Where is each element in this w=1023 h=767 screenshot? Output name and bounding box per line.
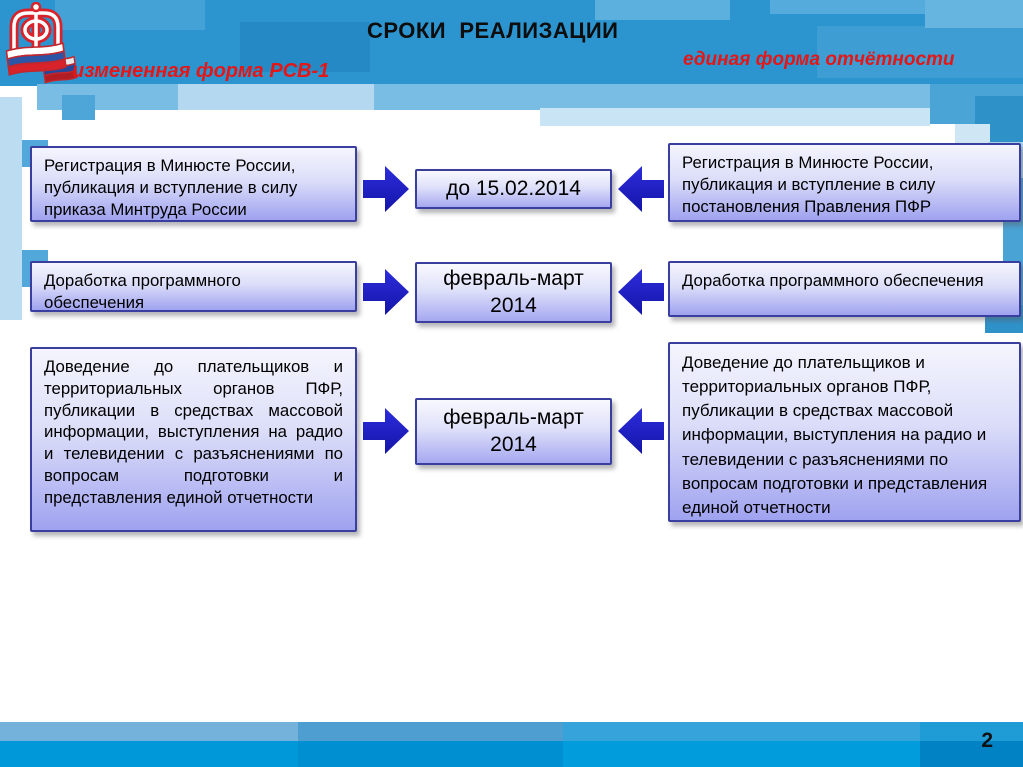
page-title: СРОКИ РЕАЛИЗАЦИИ bbox=[367, 18, 619, 43]
arrow-right-icon bbox=[363, 164, 409, 214]
footer-decor bbox=[298, 722, 563, 741]
arrow-left-icon bbox=[618, 164, 664, 214]
header-decor bbox=[925, 0, 1023, 28]
deadline-step1-box: до 15.02.2014 bbox=[415, 169, 612, 209]
unified-step1-box: Регистрация в Минюсте России, публикация и вступление в силу постановления Правления ПФР bbox=[668, 143, 1021, 222]
rsv1-step1-box: Регистрация в Минюсте России, публикация и вступление в силу приказа Минтруда России bbox=[30, 146, 357, 222]
left-column-label: измененная форма РСВ-1 bbox=[72, 60, 330, 82]
footer-decor bbox=[298, 741, 563, 767]
left-edge-decor bbox=[0, 97, 22, 320]
header-decor bbox=[178, 84, 374, 110]
header-decor bbox=[595, 0, 730, 20]
header-decor bbox=[540, 108, 930, 126]
rsv1-step2-box: Доработка программного обеспечения bbox=[30, 261, 357, 312]
footer-decor bbox=[563, 722, 920, 741]
footer-decor bbox=[0, 741, 298, 767]
page-number: 2 bbox=[981, 729, 993, 752]
footer-decor bbox=[920, 722, 1023, 741]
unified-step2-box: Доработка программного обеспечения bbox=[668, 261, 1021, 317]
footer-decor bbox=[563, 741, 920, 767]
arrow-right-icon bbox=[363, 267, 409, 317]
deadline-step2-box: февраль-март 2014 bbox=[415, 262, 612, 323]
header-decor bbox=[62, 95, 95, 120]
arrow-left-icon bbox=[618, 406, 664, 456]
deadline-step3-box: февраль-март 2014 bbox=[415, 398, 612, 465]
rsv1-step3-box: Доведение до плательщиков и территориальных органов ПФР, публикации в средствах массовой информации, выступления на радио и телевидении с разъяснениями по вопросам подготовки и представления единой отчетности bbox=[30, 347, 357, 532]
arrow-right-icon bbox=[363, 406, 409, 456]
arrow-left-icon bbox=[618, 267, 664, 317]
right-column-label: единая форма отчётности bbox=[683, 49, 955, 70]
unified-step3-box: Доведение до плательщиков и территориальных органов ПФР, публикации в средствах массовой информации, выступления на радио и телевидении с разъяснениями по вопросам подготовки и представления единой отчетности bbox=[668, 342, 1021, 522]
footer-decor bbox=[920, 741, 1023, 767]
footer-decor bbox=[0, 722, 298, 741]
